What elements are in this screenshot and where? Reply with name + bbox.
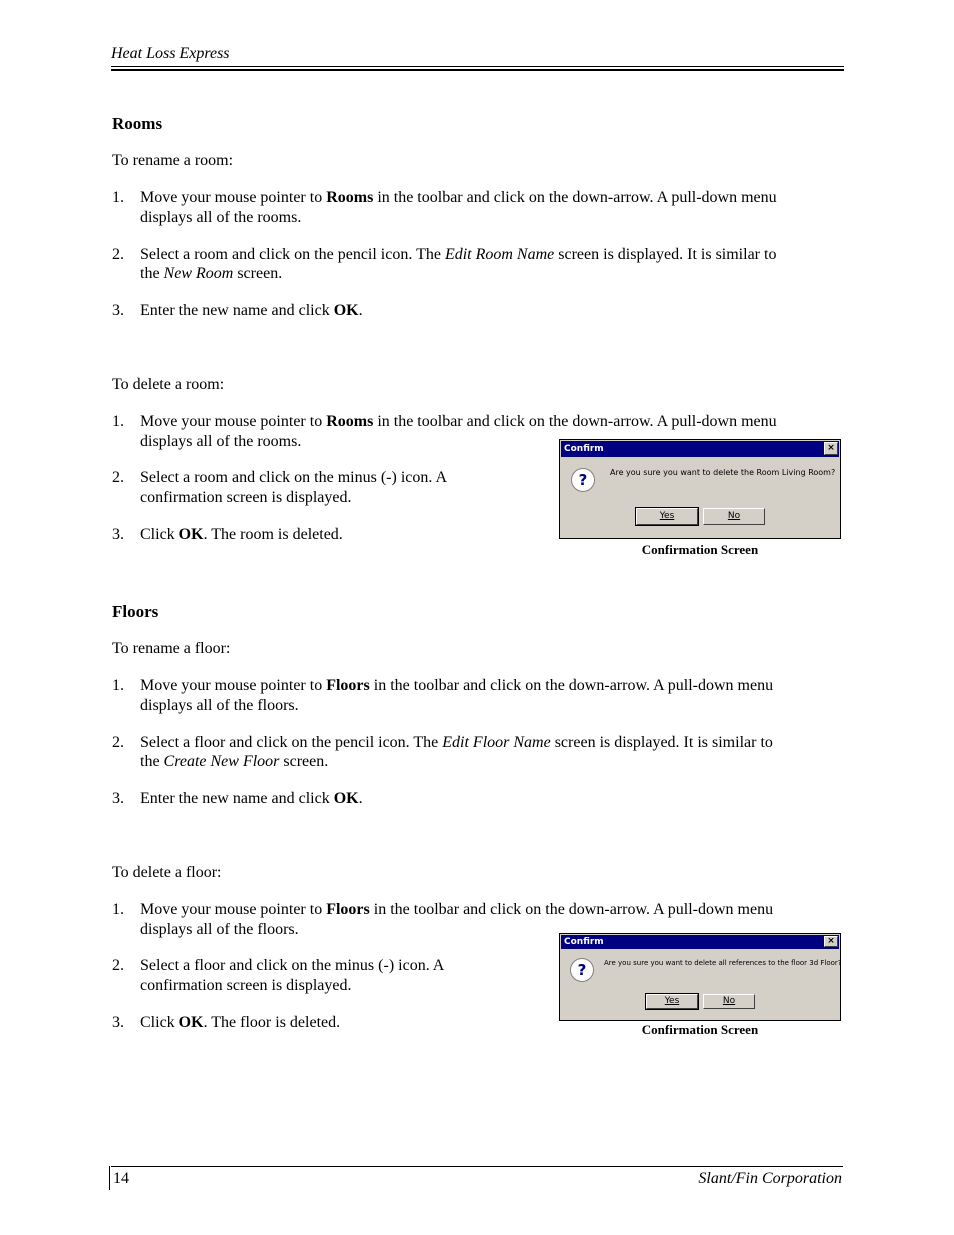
close-icon[interactable]: ×: [824, 442, 838, 455]
dialog-title: Confirm: [561, 935, 839, 949]
footer-rule: [111, 1166, 843, 1167]
step-number: 1.: [112, 677, 124, 694]
question-icon: ?: [570, 958, 594, 982]
list-item: [112, 245, 832, 285]
dialog-message: Are you sure you want to delete the Room Living Room?: [610, 468, 836, 477]
step-number: 3.: [112, 790, 124, 807]
footer-company: Slant/Fin Corporation: [698, 1170, 842, 1187]
step-number: 1.: [112, 413, 124, 430]
rooms-delete-intro: To delete a room:: [112, 376, 225, 393]
confirm-dialog-floor: [559, 933, 841, 1021]
step-number: 2.: [112, 957, 124, 974]
step-text: Move your mouse pointer to Floors in the toolbar and click on the down-arrow. A pull-down menu: [140, 677, 774, 694]
header-rule: [111, 66, 844, 67]
running-header-title: Heat Loss Express: [111, 45, 230, 62]
step-number: 1.: [112, 901, 124, 918]
step-text: Select a floor and click on the minus (-) icon. A: [140, 957, 445, 974]
list-item: [112, 188, 832, 228]
list-item: [112, 956, 532, 996]
dialog-message: Are you sure you want to delete all references to the floor 3d Floor?: [604, 959, 842, 967]
no-button[interactable]: No: [703, 508, 765, 525]
header-rule-thick: [111, 69, 844, 71]
list-item: [112, 676, 832, 716]
step-text: Click OK. The room is deleted.: [140, 526, 343, 543]
step-text: Enter the new name and click OK.: [140, 790, 363, 807]
step-text: Click OK. The floor is deleted.: [140, 1014, 341, 1031]
floors-heading: Floors: [112, 602, 159, 621]
close-icon[interactable]: ×: [824, 936, 838, 947]
step-number: 3.: [112, 302, 124, 319]
list-item: [112, 468, 532, 508]
step-text-cont: the New Room screen.: [140, 265, 283, 282]
step-text-cont: displays all of the rooms.: [140, 209, 302, 226]
step-text: Enter the new name and click OK.: [140, 302, 363, 319]
list-item: [112, 525, 532, 545]
page-number: 14: [113, 1170, 129, 1187]
list-item: [112, 1013, 532, 1033]
rooms-rename-intro: To rename a room:: [112, 152, 234, 169]
step-text-cont: displays all of the floors.: [140, 697, 299, 714]
yes-button[interactable]: Yes: [646, 994, 698, 1009]
figure-caption: Confirmation Screen: [641, 1022, 759, 1037]
footer-tick: [109, 1166, 110, 1190]
step-number: 3.: [112, 526, 124, 543]
step-text: Select a floor and click on the pencil icon. The Edit Floor Name screen is displayed. It is similar to: [140, 734, 773, 751]
list-item: [112, 733, 832, 773]
step-text: Move your mouse pointer to Rooms in the toolbar and click on the down-arrow. A pull-down menu: [140, 413, 777, 430]
floors-rename-intro: To rename a floor:: [112, 640, 231, 657]
floors-delete-intro: To delete a floor:: [112, 864, 222, 881]
step-number: 2.: [112, 246, 124, 263]
confirm-dialog-room: [559, 439, 841, 539]
step-number: 1.: [112, 189, 124, 206]
step-text-cont: displays all of the floors.: [140, 921, 299, 938]
step-text-cont: confirmation screen is displayed.: [140, 977, 352, 994]
step-number: 3.: [112, 1014, 124, 1031]
rooms-heading: Rooms: [112, 114, 163, 133]
step-number: 2.: [112, 734, 124, 751]
step-text: Select a room and click on the pencil icon. The Edit Room Name screen is displayed. It is similar to: [140, 246, 777, 263]
yes-button[interactable]: Yes: [636, 508, 698, 525]
step-text: Move your mouse pointer to Rooms in the toolbar and click on the down-arrow. A pull-down menu: [140, 189, 777, 206]
figure-caption: Confirmation Screen: [641, 542, 759, 557]
step-text-cont: the Create New Floor screen.: [140, 753, 329, 770]
step-text-cont: displays all of the rooms.: [140, 433, 302, 450]
step-text-cont: confirmation screen is displayed.: [140, 489, 352, 506]
dialog-title: Confirm: [561, 441, 839, 457]
no-button[interactable]: No: [703, 994, 755, 1009]
step-text: Select a room and click on the minus (-) icon. A: [140, 469, 448, 486]
step-number: 2.: [112, 469, 124, 486]
step-text: Move your mouse pointer to Floors in the toolbar and click on the down-arrow. A pull-down menu: [140, 901, 774, 918]
question-icon: ?: [571, 468, 595, 492]
list-item: [112, 301, 832, 321]
list-item: [112, 789, 832, 809]
